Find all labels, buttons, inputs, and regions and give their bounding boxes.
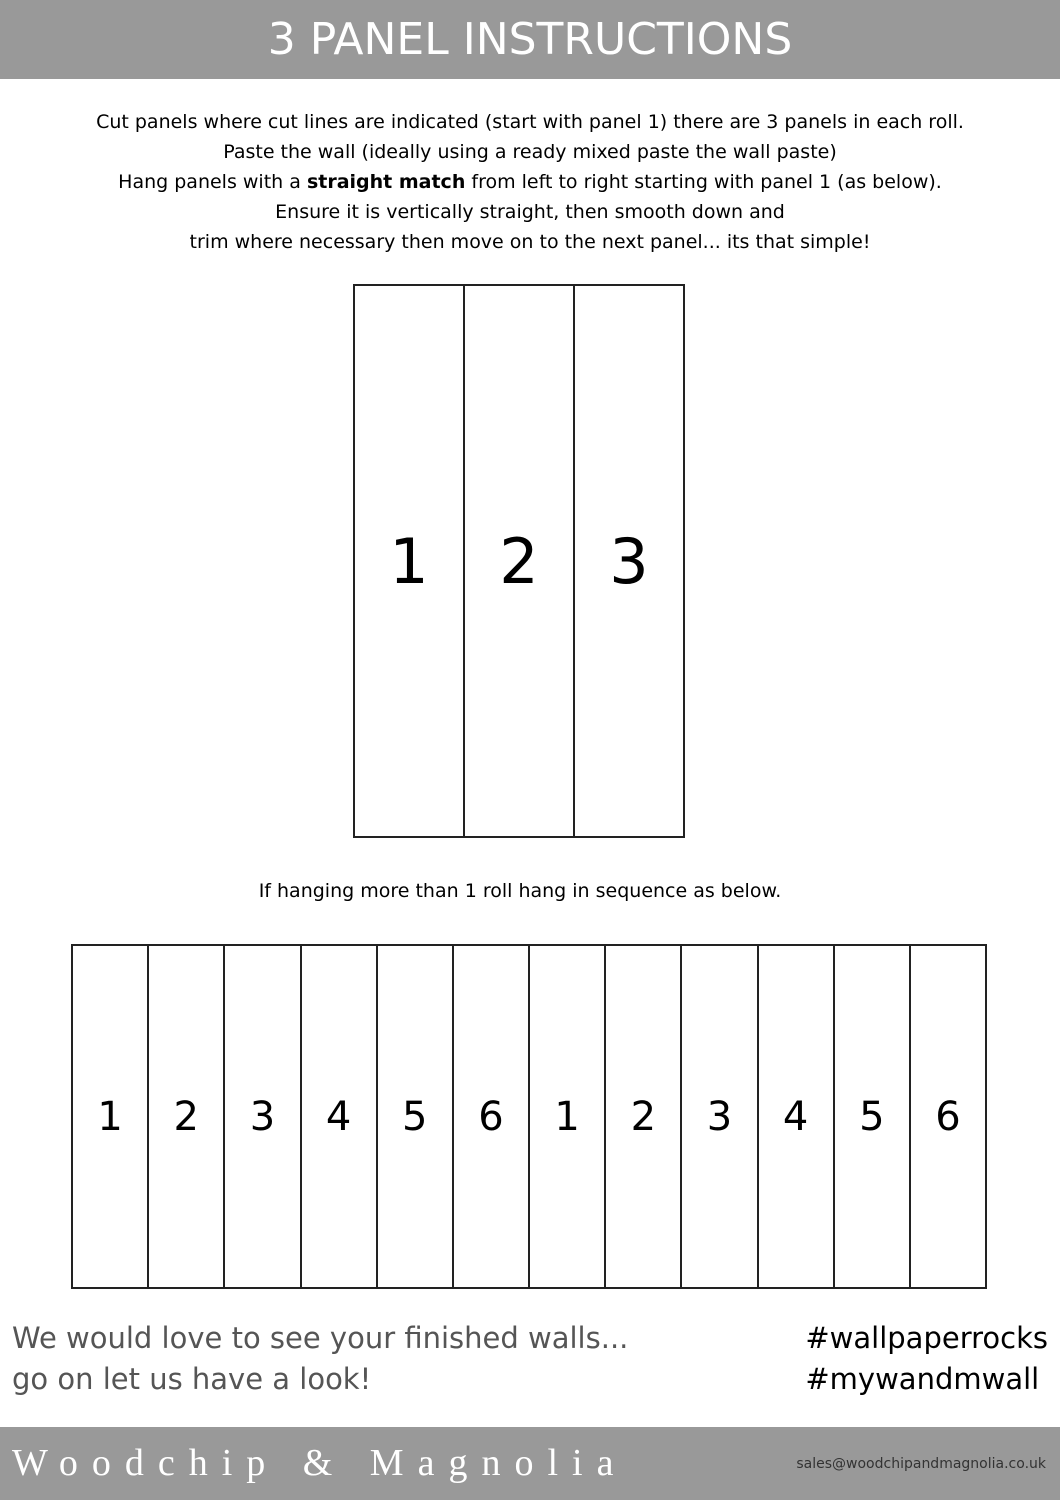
panel: 4 — [759, 946, 835, 1287]
hashtags — [805, 1318, 1048, 1400]
panel: 6 — [454, 946, 530, 1287]
panel: 2 — [465, 286, 575, 836]
panel: 3 — [609, 524, 649, 598]
panel: 3 — [682, 946, 758, 1287]
panel: 5 — [835, 946, 911, 1287]
header-banner — [0, 0, 1060, 79]
instructions-text — [0, 107, 1060, 257]
instruction-line-4: Ensure it is vertically straight, then smooth down and — [275, 201, 785, 223]
panel: 3 — [225, 946, 301, 1287]
cta-line-1: We would love to see your finished walls... — [12, 1321, 629, 1355]
instruction-line-1: Cut panels where cut lines are indicated (start with panel 1) there are 3 panels in each roll. — [96, 111, 964, 133]
cta-line-2: go on let us have a look! — [12, 1362, 372, 1396]
instruction-emphasis: straight match — [306, 171, 466, 193]
call-to-action — [12, 1318, 628, 1400]
page-title: 3 PANEL INSTRUCTIONS — [267, 14, 793, 65]
panel: 2 — [149, 946, 225, 1287]
single-roll-diagram — [353, 284, 685, 838]
sequence-diagram — [71, 944, 987, 1289]
panel: 4 — [302, 946, 378, 1287]
instruction-line-3-start: Hang panels with a — [118, 171, 307, 193]
panel: 1 — [73, 946, 149, 1287]
instruction-line-3-end: from left to right starting with panel 1 (as below). — [465, 171, 942, 193]
hashtag: #wallpaperrocks — [805, 1321, 1048, 1355]
panel: 1 — [355, 286, 465, 836]
instruction-line-3 — [0, 167, 1060, 197]
instruction-line-2: Paste the wall (ideally using a ready mixed paste the wall paste) — [223, 141, 837, 163]
hashtag: #mywandmwall — [805, 1362, 1040, 1396]
footer-banner — [0, 1427, 1060, 1500]
sequence-note: If hanging more than 1 roll hang in sequence as below. — [258, 880, 782, 902]
brand-name: Woodchip & Magnolia — [12, 1442, 628, 1484]
panel: 5 — [378, 946, 454, 1287]
contact-email: sales@woodchipandmagnolia.co.uk — [796, 1456, 1046, 1472]
panel: 1 — [530, 946, 606, 1287]
panel: 6 — [935, 1093, 961, 1140]
panel: 2 — [606, 946, 682, 1287]
instruction-line-5: trim where necessary then move on to the next panel... its that simple! — [189, 231, 871, 253]
